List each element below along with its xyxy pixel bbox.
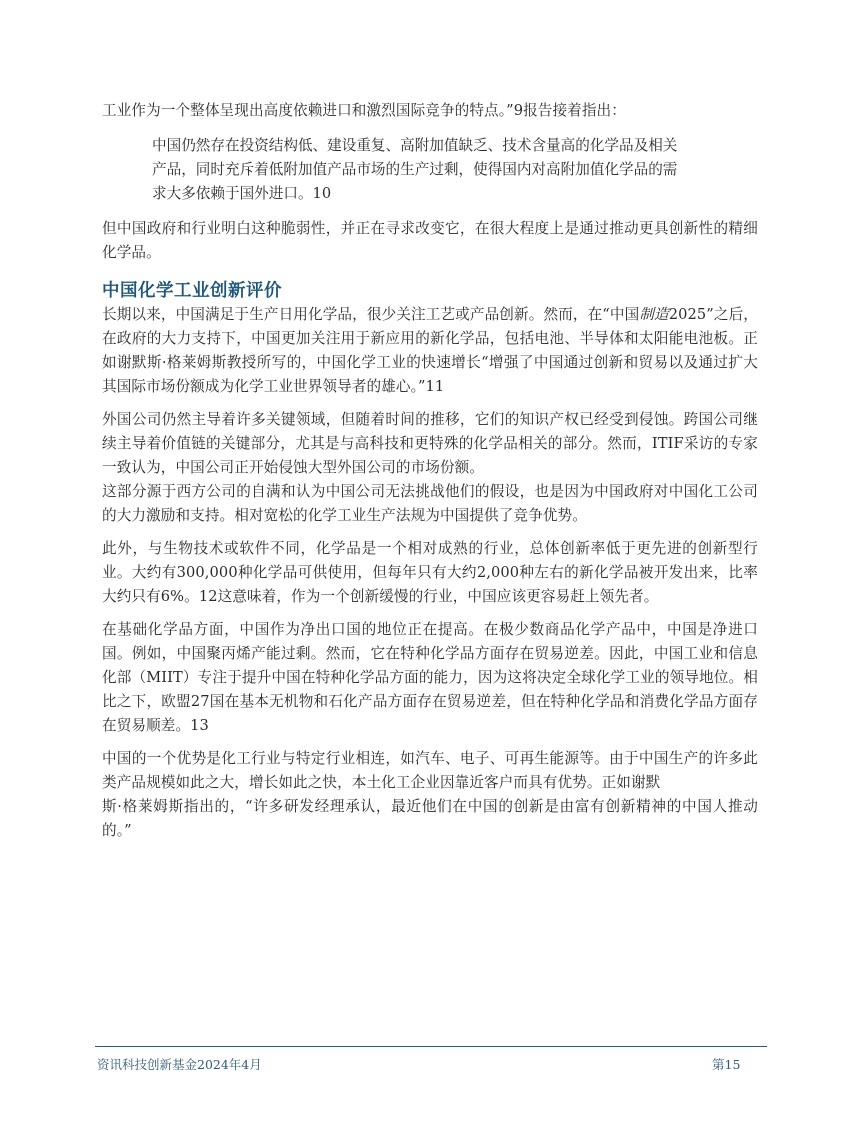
- paragraph-1-italic: 制造: [639, 306, 669, 323]
- footer-divider: [95, 1046, 767, 1047]
- paragraph-3: 此外，与生物技术或软件不同，化学品是一个相对成熟的行业，总体创新率低于更先进的创新型行业。大约有300,000种化学品可供使用，但每年只有大约2,000种左右的新化学品被开发出来，比率大约只有6%。12这意味着，作为一个创新缓慢的行业，中国应该更容易赶上领先者。: [102, 540, 758, 605]
- paragraph-1-part-2: 2025”之后，在政府的大力支持下，中国更加关注用于新应用的新化学品，包括电池、半导体和太阳能电池板。正如谢默斯·格莱姆斯教授所写的，中国化学工业的快速增长“增强了中国通过创新和贸易以及通过扩大其国际市场份额成为化学工业世界领导者的雄心。”11: [102, 306, 758, 395]
- paragraph-after-quote: 但中国政府和行业明白这种脆弱性，并正在寻求改变它，在很大程度上是通过推动更具创新性的精细化学品。: [102, 220, 758, 261]
- section-heading: 中国化学工业创新评价: [102, 281, 282, 301]
- paragraph-1: [102, 303, 758, 399]
- paragraph-5-line-2: 斯·格莱姆斯指出的，“许多研发经理承认，最近他们在中国的创新是由富有创新精神的中国人推动的。”: [102, 798, 758, 839]
- paragraph-4: 在基础化学品方面，中国作为净出口国的地位正在提高。在极少数商品化学产品中，中国是净进口国。例如，中国聚丙烯产能过剩。然而，它在特种化学品方面存在贸易逆差。因此，中国工业和信息化部（MIIT）专注于提升中国在特种化学品方面的能力，因为这将决定全球化学工业的领导地位。相比之下，欧盟27国在基本无机物和石化产品方面存在贸易逆差，但在特种化学品和消费化学品方面存在贸易顺差。13: [102, 621, 758, 734]
- block-quote: 中国仍然存在投资结构低、建设重复、高附加值缺乏、技术含量高的化学品及相关产品，同时充斥着低附加值产品市场的生产过剩，使得国内对高附加值化学品的需求大多依赖于国外进口。10: [152, 137, 678, 202]
- footer-publisher-date: 资讯科技创新基金2024年4月: [97, 1057, 262, 1072]
- paragraph-2b: 这部分源于西方公司的自满和认为中国公司无法挑战他们的假设，也是因为中国政府对中国化工公司的大力激励和支持。相对宽松的化学工业生产法规为中国提供了竞争优势。: [102, 483, 758, 524]
- footer-page-number: 第15: [712, 1057, 741, 1072]
- intro-line: 工业作为一个整体呈现出高度依赖进口和激烈国际竞争的特点。”9报告接着指出：: [102, 102, 626, 119]
- paragraph-1-part-1: 长期以来，中国满足于生产日用化学品，很少关注工艺或产品创新。然而，在“中国: [102, 306, 640, 323]
- page-content: [102, 99, 758, 843]
- paragraph-5-line-1: 中国的一个优势是化工行业与特定行业相连，如汽车、电子、可再生能源等。由于中国生产的许多此类产品规模如此之大，增长如此之快，本土化工企业因靠近客户而具有优势。正如谢默: [102, 750, 758, 791]
- paragraph-5: [102, 747, 758, 843]
- paragraph-2a: 外国公司仍然主导着许多关键领域，但随着时间的推移，它们的知识产权已经受到侵蚀。跨国公司继续主导着价值链的关键部分，尤其是与高科技和更特殊的化学品相关的部分。然而，ITIF采访的专家一致认为，中国公司正开始侵蚀大型外国公司的市场份额。: [102, 411, 758, 476]
